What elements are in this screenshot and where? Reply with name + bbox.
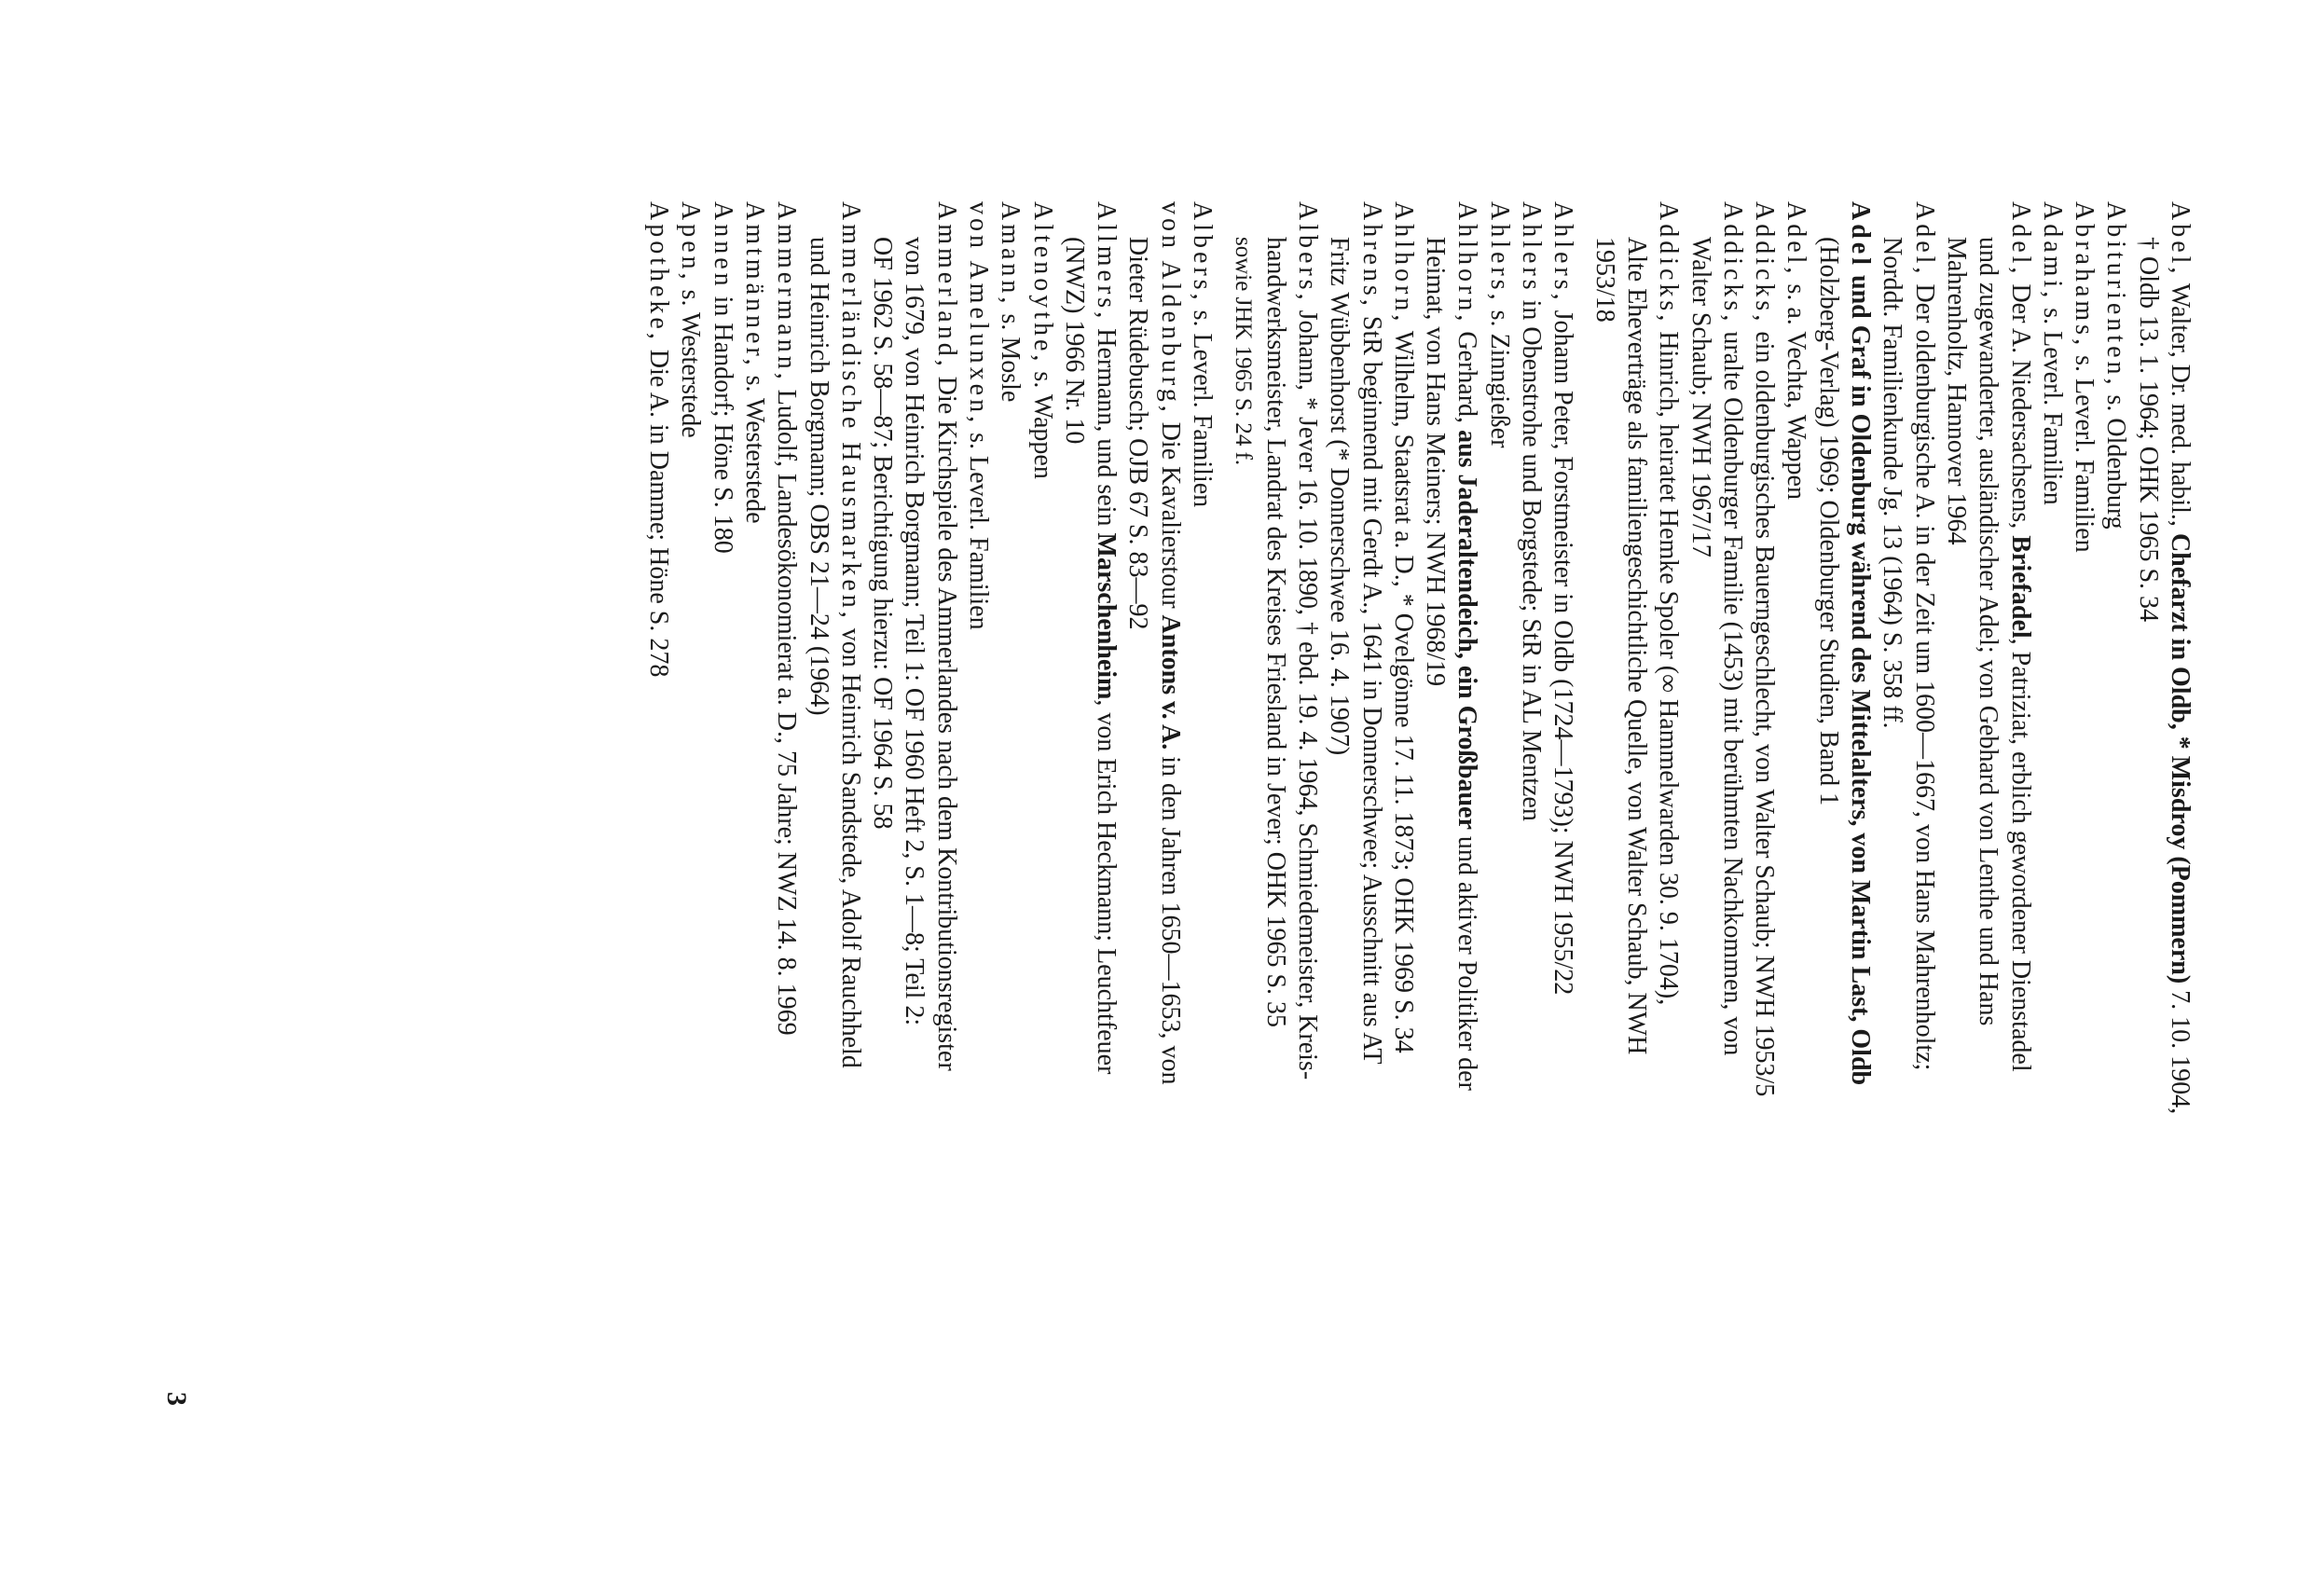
entry-head: Ammerland, bbox=[931, 201, 961, 370]
entry-bold: Marschenheim bbox=[1092, 532, 1122, 700]
entry-text: Ludolf, Landesökonomierat a. D., 75 Jahre; NWZ 14. 8. 1969 bbox=[772, 382, 802, 1036]
entry-ahlhorn-wilhelm bbox=[1387, 201, 1419, 1423]
entry-ammermann bbox=[770, 201, 802, 1423]
entry-head: Abiturienten, bbox=[2101, 201, 2131, 389]
entry-text: Die Kavalierstour bbox=[1155, 415, 1185, 615]
entry-text: s. Westerstede bbox=[676, 282, 706, 438]
entry-continuation: OF 1962 S. 58—87; Berichtigung hierzu: OF 1964 S. 58 bbox=[868, 237, 898, 830]
entry-addicks-2 bbox=[1684, 201, 1748, 1423]
entry-continuation: 1953/18 bbox=[1590, 237, 1619, 323]
entry-text: Walter, Dr. med. habil., bbox=[2166, 277, 2195, 533]
entry-head: Annen bbox=[708, 201, 737, 290]
entry-text: s. Leverl. Familien bbox=[2070, 349, 2099, 553]
entry-albers-johann bbox=[1227, 201, 1323, 1423]
entry-continuation: Mahrenholtz, Hannover 1964 bbox=[1941, 237, 1971, 545]
entry-apotheke bbox=[642, 201, 674, 1423]
entry-continuation: Alte Eheverträge als familiengeschichtliche Quelle, von Walter Schaub, NWH bbox=[1621, 237, 1651, 1055]
entry-head: Adami, bbox=[2037, 201, 2067, 302]
entry-head: Ahlers, bbox=[1548, 201, 1578, 304]
index-entries bbox=[642, 201, 2195, 1423]
entry-ahlhorn-gerhard bbox=[1419, 201, 1483, 1423]
entry-amelunxen bbox=[962, 201, 994, 1423]
entry-head: von Amelunxen, bbox=[964, 201, 994, 427]
entry-head: Altenoythe, bbox=[1027, 201, 1057, 365]
entry-text: s. Wappen bbox=[1027, 365, 1057, 479]
entry-continuation: sowie JHK 1965 S. 24 f. bbox=[1231, 237, 1257, 466]
entry-text: Wilhelm, Staatsrat a. D., * Ovelgönne 17. 11. 1873; OHK 1969 S. 34 bbox=[1388, 324, 1418, 1053]
entry-text: in Handorf; Höne S. 180 bbox=[708, 289, 737, 554]
entry-abrahams bbox=[2068, 201, 2099, 1423]
entry-ammerland bbox=[866, 201, 962, 1423]
entry-ahlers-johann bbox=[1547, 201, 1578, 1423]
entry-head: Ahlers bbox=[1517, 201, 1547, 294]
entry-abiturienten bbox=[2099, 201, 2131, 1423]
entry-text: s. Oldenburg bbox=[2101, 388, 2131, 530]
entry-apen bbox=[674, 201, 706, 1423]
entry-ahrens bbox=[1323, 201, 1387, 1423]
entry-text: Die Kirchspiele des Ammerlandes nach dem Kontributionsregister bbox=[931, 369, 961, 1071]
entry-albers-familien bbox=[1186, 201, 1218, 1423]
entry-adel-niedersachsen bbox=[1940, 201, 2036, 1423]
entry-head: von Aldenburg, bbox=[1155, 201, 1185, 416]
entry-text: uralte Oldenburger Familie (1453) mit berühmten Nachkommen, von bbox=[1717, 324, 1747, 1056]
entry-head: Addicks, bbox=[1654, 201, 1684, 325]
entry-amann bbox=[994, 201, 1025, 1423]
entry-head: Addicks, bbox=[1717, 201, 1747, 325]
entry-head: Abrahams, bbox=[2070, 201, 2099, 350]
entry-text: ein oldenburgisches Bauerngeschlecht, von Walter Schaub; NWH 1953/5 bbox=[1750, 324, 1780, 1097]
entry-adami bbox=[2036, 201, 2068, 1423]
entry-text: Johann, * Jever 16. 10. 1890, † ebd. 19. 4. 1964, Schmiedemeister, Kreis- bbox=[1292, 303, 1322, 1080]
entry-continuation: (Holzberg-Verlag) 1969; Oldenburger Studien, Band 1 bbox=[1813, 237, 1843, 806]
entry-head: Albers, bbox=[1188, 201, 1218, 304]
entry-text: in Obenstrohe und Borgstede; StR in AL Mentzen bbox=[1517, 293, 1547, 821]
entry-head: Apotheke, bbox=[644, 201, 674, 343]
entry-text: Der A. Niedersachsens, bbox=[2005, 277, 2035, 536]
entry-bold: Antons v. A. bbox=[1155, 614, 1185, 750]
entry-text: Die A. in Damme; Höne S. 278 bbox=[644, 342, 674, 678]
entry-head: Amtmänner, bbox=[739, 201, 769, 369]
entry-adel-sa bbox=[1780, 201, 1811, 1423]
entry-head: Abel, bbox=[2166, 201, 2195, 278]
entry-text: , von Erich Heckmann; Leuchtfeuer bbox=[1092, 699, 1122, 1075]
entry-text: s. Leverl. Familien bbox=[2037, 301, 2067, 505]
entry-head: Adel, bbox=[1909, 201, 1939, 278]
entry-continuation: Fritz Wübbenhorst (* Donnerschwee 16. 4. 1907) bbox=[1325, 237, 1355, 756]
entry-continuation: handwerksmeister, Landrat des Kreises Friesland in Jever; OHK 1965 S. 35 bbox=[1260, 237, 1290, 1028]
entry-text: StR beginnend mit Gerdt A., 1641 in Donnerschwee; Ausschnitt aus AT bbox=[1356, 309, 1386, 1065]
entry-head: Addicks, bbox=[1750, 201, 1780, 325]
entry-ammerlaendische-hausmarken bbox=[802, 201, 866, 1423]
entry-head: Adel, bbox=[2005, 201, 2035, 278]
entry-continuation: und Heinrich Borgmann; OBS 21—24 (1964) bbox=[804, 237, 833, 716]
entry-head: Amann, bbox=[996, 201, 1025, 308]
entry-text: s. Leverl. Familien bbox=[1188, 303, 1218, 508]
entry-head: Ahlhorn, bbox=[1388, 201, 1418, 325]
entry-text: s. Westerstede bbox=[739, 368, 769, 524]
entry-continuation: Heimat, von Hans Meiners; NWH 1968/19 bbox=[1421, 237, 1451, 687]
entry-text: und aktiver Politiker der bbox=[1452, 829, 1482, 1091]
entry-text: s. Mosle bbox=[996, 307, 1025, 403]
entry-text: s. Leverl. Familien bbox=[964, 426, 994, 630]
entry-continuation: und zugewanderter, ausländischer Adel; von Gebhard von Lenthe und Hans bbox=[1974, 237, 2003, 1026]
entry-continuation: von 1679, von Heinrich Borgmann; Teil 1: OF 1960 Heft 2, S. 1—8; Teil 2: bbox=[900, 237, 929, 1026]
entry-text: Hermann, und sein bbox=[1092, 322, 1122, 533]
entry-addicks-hinrich bbox=[1588, 201, 1684, 1423]
entry-altenoythe bbox=[1025, 201, 1057, 1423]
entry-adel-graf bbox=[1811, 201, 1876, 1423]
entry-text: Gerhard, bbox=[1452, 324, 1482, 431]
entry-head: Ahrens, bbox=[1356, 201, 1386, 310]
entry-text: s. Zinngießer bbox=[1484, 303, 1514, 448]
entry-continuation: (NWZ) 1966 Nr. 10 bbox=[1059, 237, 1089, 445]
entry-ahlers-obenstrohe bbox=[1515, 201, 1547, 1423]
entry-text: von Heinrich Sandstede, Adolf Rauchheld bbox=[835, 621, 865, 1068]
entry-addicks-1 bbox=[1748, 201, 1780, 1423]
entry-continuation: Norddt. Familienkunde Jg. 13 (1964) S. 358 ff. bbox=[1878, 237, 1907, 729]
entry-continuation: Dieter Rüdebusch; OJB 67 S. 83—92 bbox=[1123, 237, 1153, 630]
entry-amtmaenner bbox=[738, 201, 770, 1423]
entry-continuation: Walter Schaub; NWH 1967/17 bbox=[1686, 237, 1715, 557]
entry-bold: aus Jaderaltendeich, ein Großbauer bbox=[1452, 430, 1482, 830]
entry-continuation: † Oldb 13. 1. 1964; OHK 1965 S. 34 bbox=[2133, 237, 2163, 623]
entry-aldenburg bbox=[1122, 201, 1186, 1423]
entry-ahlers-zinngiesser bbox=[1482, 201, 1514, 1423]
entry-head: Albers, bbox=[1292, 201, 1322, 304]
entry-text: , Patriziat, erblich gewordener Dienstadel bbox=[2005, 638, 2035, 1072]
entry-head: Adel, bbox=[1782, 201, 1811, 278]
entry-bold: Chefarzt in Oldb, * Misdroy (Pommern) bbox=[2166, 532, 2195, 984]
entry-text: Der oldenburgische A. in der Zeit um 1600—1667, von Hans Mahrenholtz; bbox=[1909, 277, 1939, 1071]
entry-text: 7. 10. 1904, bbox=[2166, 984, 2195, 1115]
entry-head: Apen, bbox=[676, 201, 706, 283]
entry-text: s. a. Vechta, Wappen bbox=[1782, 277, 1811, 500]
entry-adel-oldenburg bbox=[1876, 201, 1940, 1423]
entry-head: Ahlers, bbox=[1484, 201, 1514, 304]
entry-head: Ammermann, bbox=[772, 201, 802, 383]
entry-head: Allmers, bbox=[1092, 201, 1122, 323]
entry-head: Adel bbox=[1846, 201, 1876, 268]
entry-text: Hinrich, heiratet Hemke Spoler (∞ Hammelwarden 30. 9. 1704), bbox=[1654, 324, 1684, 1006]
entry-text: in den Jahren 1650—1653, von bbox=[1155, 750, 1185, 1085]
entry-head: Ahlhorn, bbox=[1452, 201, 1482, 325]
entry-bold: Briefadel bbox=[2005, 535, 2035, 639]
entry-allmers bbox=[1058, 201, 1122, 1423]
entry-text: Johann Peter, Forstmeister in Oldb (1724—1793); NWH 1955/22 bbox=[1548, 303, 1578, 996]
entry-bold: und Graf in Oldenburg während des Mittelalters, von Martin Last, Oldb bbox=[1846, 268, 1876, 1086]
entry-abel bbox=[2131, 201, 2195, 1423]
entry-head: Ammerländische Hausmarken, bbox=[835, 201, 865, 622]
entry-annen bbox=[706, 201, 737, 1423]
page-number: 3 bbox=[161, 1392, 192, 1406]
